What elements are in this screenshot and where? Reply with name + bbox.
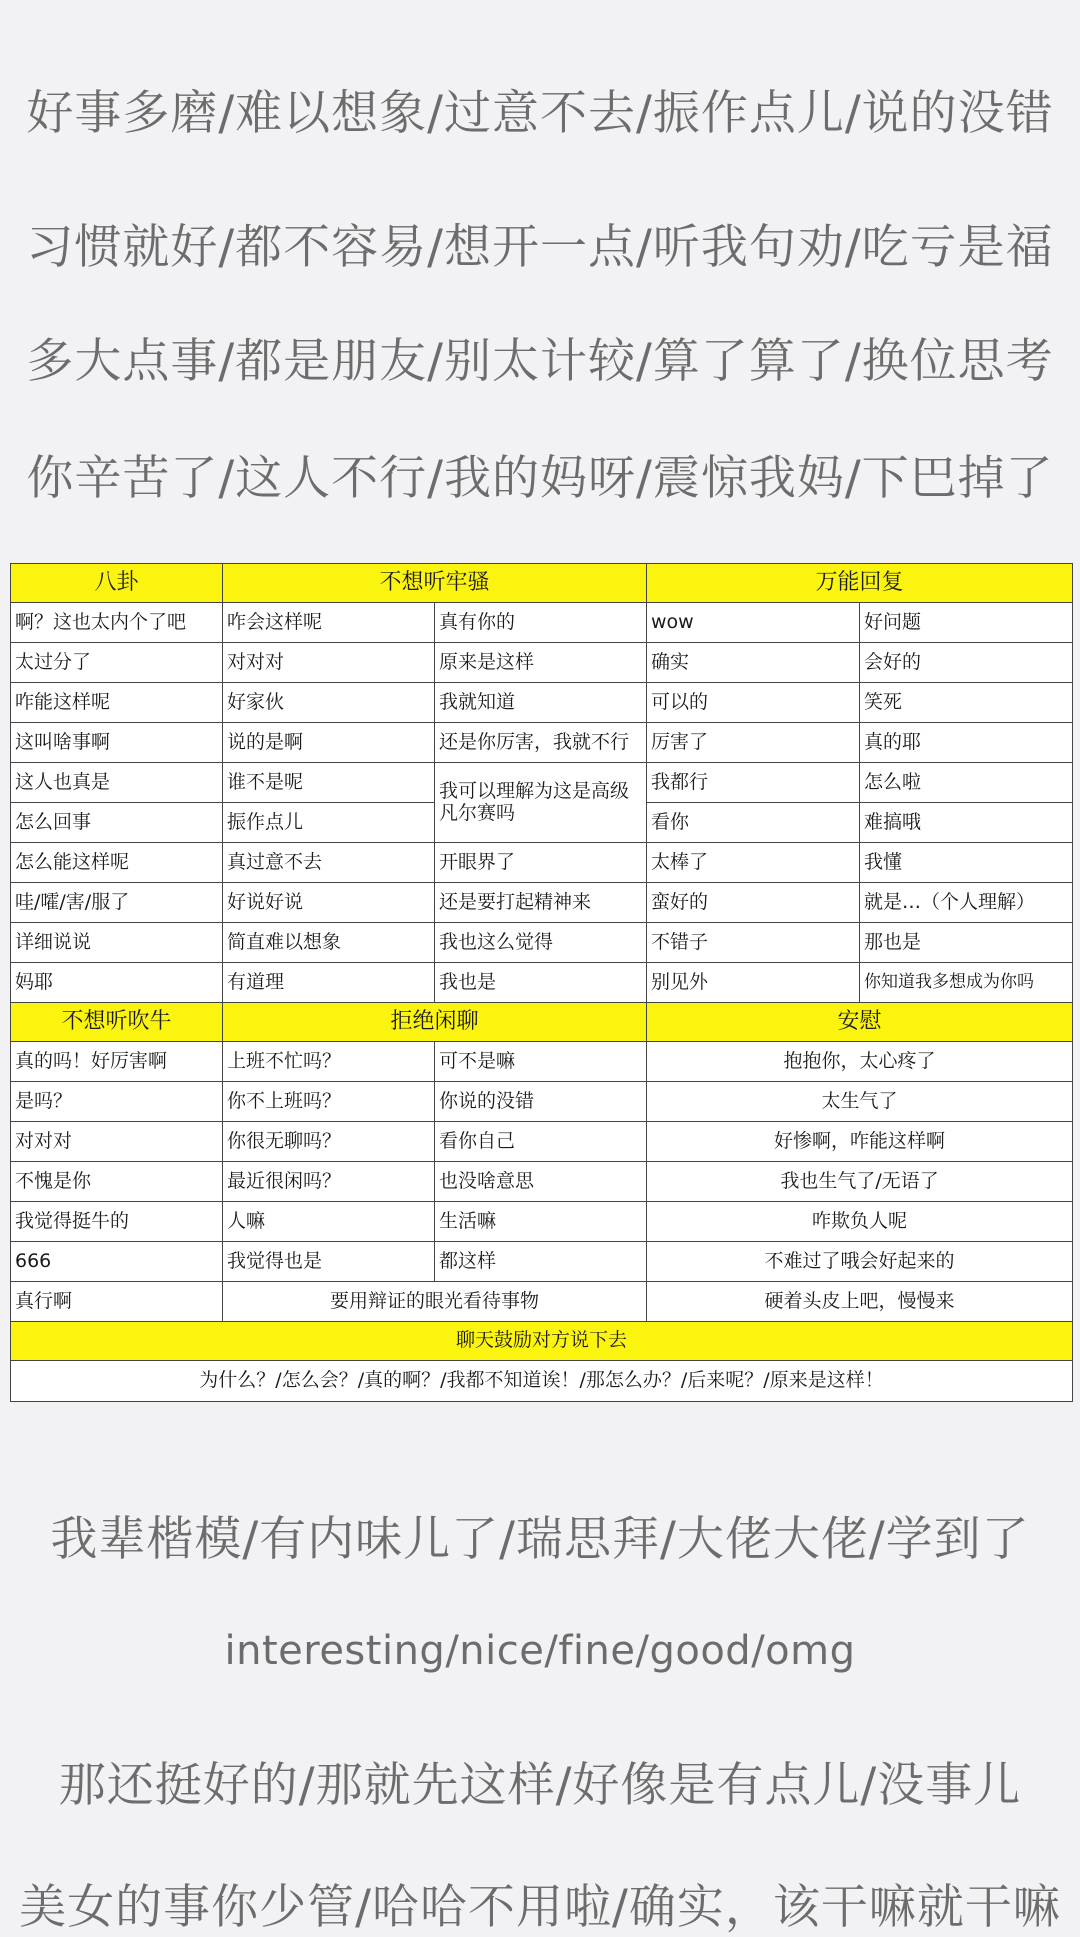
header-universal-reply: 万能回复 xyxy=(647,564,1073,603)
table-cell: 最近很闲吗？ xyxy=(223,1162,435,1202)
top-phrase-line-3: 多大点事/都是朋友/别太计较/算了算了/换位思考 xyxy=(26,334,1054,389)
table-row xyxy=(11,1042,1073,1082)
table-cell: 有道理 xyxy=(223,963,435,1003)
table-cell: 谁不是呢 xyxy=(223,763,435,803)
footer-text: 为什么？/怎么会？/真的啊？/我都不知道诶！/那怎么办？/后来呢？/原来是这样！ xyxy=(11,1361,1073,1402)
table-cell: 我也生气了/无语了 xyxy=(647,1162,1073,1202)
bottom-phrase-line-4: 美女的事你少管/哈哈不用啦/确实，该干嘛就干嘛 xyxy=(19,1880,1061,1935)
table-cell: 真过意不去 xyxy=(223,843,435,883)
table-cell: 我也是 xyxy=(435,963,647,1003)
table-cell: 别见外 xyxy=(647,963,860,1003)
table-cell: 你知道我多想成为你吗 xyxy=(860,963,1073,1003)
table-row xyxy=(11,643,1073,683)
table-cell: 还是你厉害，我就不行 xyxy=(435,723,647,763)
table-cell: 上班不忙吗？ xyxy=(223,1042,435,1082)
table-cell: 好说好说 xyxy=(223,883,435,923)
table-cell: 我可以理解为这是高级凡尔赛吗 xyxy=(435,763,647,843)
table-cell: 看你 xyxy=(647,803,860,843)
table-cell: 蛮好的 xyxy=(647,883,860,923)
table-cell: 哇/嚯/害/服了 xyxy=(11,883,223,923)
footer-title-row xyxy=(11,1322,1073,1361)
table-cell: 我懂 xyxy=(860,843,1073,883)
table-row xyxy=(11,603,1073,643)
table-cell: 咋欺负人呢 xyxy=(647,1202,1073,1242)
top-phrase-line-1: 好事多磨/难以想象/过意不去/振作点儿/说的没错 xyxy=(26,86,1054,141)
table-cell: 说的是啊 xyxy=(223,723,435,763)
table-cell: 会好的 xyxy=(860,643,1073,683)
table-row xyxy=(11,683,1073,723)
table-cell: 都这样 xyxy=(435,1242,647,1282)
table-cell: 不愧是你 xyxy=(11,1162,223,1202)
table-cell: 真的吗！好厉害啊 xyxy=(11,1042,223,1082)
top-phrase-line-4: 你辛苦了/这人不行/我的妈呀/震惊我妈/下巴掉了 xyxy=(26,451,1054,506)
table-cell: 也没啥意思 xyxy=(435,1162,647,1202)
header-comfort: 安慰 xyxy=(647,1003,1073,1042)
table-cell: 咋能这样呢 xyxy=(11,683,223,723)
reply-phrase-table xyxy=(10,563,1073,1402)
table-cell: 详细说说 xyxy=(11,923,223,963)
table-cell: 啊？这也太内个了吧 xyxy=(11,603,223,643)
table-cell: 生活嘛 xyxy=(435,1202,647,1242)
table-cell: 开眼界了 xyxy=(435,843,647,883)
table-cell: 我觉得也是 xyxy=(223,1242,435,1282)
table-cell: 简直难以想象 xyxy=(223,923,435,963)
table-row xyxy=(11,963,1073,1003)
table-cell: 怎么啦 xyxy=(860,763,1073,803)
header-no-bragging: 不想听吹牛 xyxy=(11,1003,223,1042)
table-row xyxy=(11,723,1073,763)
table-cell: 太生气了 xyxy=(647,1082,1073,1122)
table-row xyxy=(11,883,1073,923)
footer-row xyxy=(11,1361,1073,1402)
table-row xyxy=(11,923,1073,963)
table-cell: 我就知道 xyxy=(435,683,647,723)
table-cell: 你不上班吗？ xyxy=(223,1082,435,1122)
table-cell: 好家伙 xyxy=(223,683,435,723)
table-cell: 妈耶 xyxy=(11,963,223,1003)
table-cell: 怎么回事 xyxy=(11,803,223,843)
table-row xyxy=(11,1242,1073,1282)
table-cell: 就是…（个人理解） xyxy=(860,883,1073,923)
table-cell: 真行啊 xyxy=(11,1282,223,1322)
table-cell: wow xyxy=(647,603,860,643)
table-cell: 人嘛 xyxy=(223,1202,435,1242)
table-cell: 对对对 xyxy=(11,1122,223,1162)
table-row xyxy=(11,843,1073,883)
table-row xyxy=(11,1122,1073,1162)
table-cell: 对对对 xyxy=(223,643,435,683)
table-cell: 怎么能这样呢 xyxy=(11,843,223,883)
table-cell: 真有你的 xyxy=(435,603,647,643)
table-cell: 难搞哦 xyxy=(860,803,1073,843)
table-cell: 可不是嘛 xyxy=(435,1042,647,1082)
table-cell: 这人也真是 xyxy=(11,763,223,803)
header-no-complaints: 不想听牢骚 xyxy=(223,564,647,603)
bottom-phrase-line-3: 那还挺好的/那就先这样/好像是有点儿/没事儿 xyxy=(58,1758,1022,1813)
table-cell: 这叫啥事啊 xyxy=(11,723,223,763)
table-cell: 好惨啊，咋能这样啊 xyxy=(647,1122,1073,1162)
table-cell: 是吗？ xyxy=(11,1082,223,1122)
table-cell: 我觉得挺牛的 xyxy=(11,1202,223,1242)
table-cell: 你说的没错 xyxy=(435,1082,647,1122)
table-cell: 那也是 xyxy=(860,923,1073,963)
table-header-row xyxy=(11,1003,1073,1042)
table-row xyxy=(11,1162,1073,1202)
table-cell: 硬着头皮上吧，慢慢来 xyxy=(647,1282,1073,1322)
table-cell: 666 xyxy=(11,1242,223,1282)
table-header-row xyxy=(11,564,1073,603)
table-cell: 不错子 xyxy=(647,923,860,963)
bottom-phrase-line-1: 我辈楷模/有内味儿了/瑞思拜/大佬大佬/学到了 xyxy=(50,1512,1030,1567)
table-cell: 可以的 xyxy=(647,683,860,723)
table-cell: 咋会这样呢 xyxy=(223,603,435,643)
table-cell: 抱抱你，太心疼了 xyxy=(647,1042,1073,1082)
table-cell: 看你自己 xyxy=(435,1122,647,1162)
table-row xyxy=(11,1082,1073,1122)
table-row xyxy=(11,763,1073,803)
table-cell: 确实 xyxy=(647,643,860,683)
table-cell: 太过分了 xyxy=(11,643,223,683)
header-refuse-chat: 拒绝闲聊 xyxy=(223,1003,647,1042)
table-cell: 厉害了 xyxy=(647,723,860,763)
table-cell: 原来是这样 xyxy=(435,643,647,683)
table-row xyxy=(11,1202,1073,1242)
table-cell: 不难过了哦会好起来的 xyxy=(647,1242,1073,1282)
table-cell: 好问题 xyxy=(860,603,1073,643)
bottom-phrase-line-2: interesting/nice/fine/good/omg xyxy=(224,1628,856,1674)
table-cell: 振作点儿 xyxy=(223,803,435,843)
table-cell: 你很无聊吗？ xyxy=(223,1122,435,1162)
table-cell: 我都行 xyxy=(647,763,860,803)
table-cell: 要用辩证的眼光看待事物 xyxy=(223,1282,647,1322)
table-row xyxy=(11,1282,1073,1322)
table-cell: 太棒了 xyxy=(647,843,860,883)
header-gossip: 八卦 xyxy=(11,564,223,603)
footer-title: 聊天鼓励对方说下去 xyxy=(11,1322,1073,1361)
table-cell: 我也这么觉得 xyxy=(435,923,647,963)
table-cell: 笑死 xyxy=(860,683,1073,723)
table-cell: 还是要打起精神来 xyxy=(435,883,647,923)
top-phrase-line-2: 习惯就好/都不容易/想开一点/听我句劝/吃亏是福 xyxy=(26,220,1054,275)
table-cell: 真的耶 xyxy=(860,723,1073,763)
